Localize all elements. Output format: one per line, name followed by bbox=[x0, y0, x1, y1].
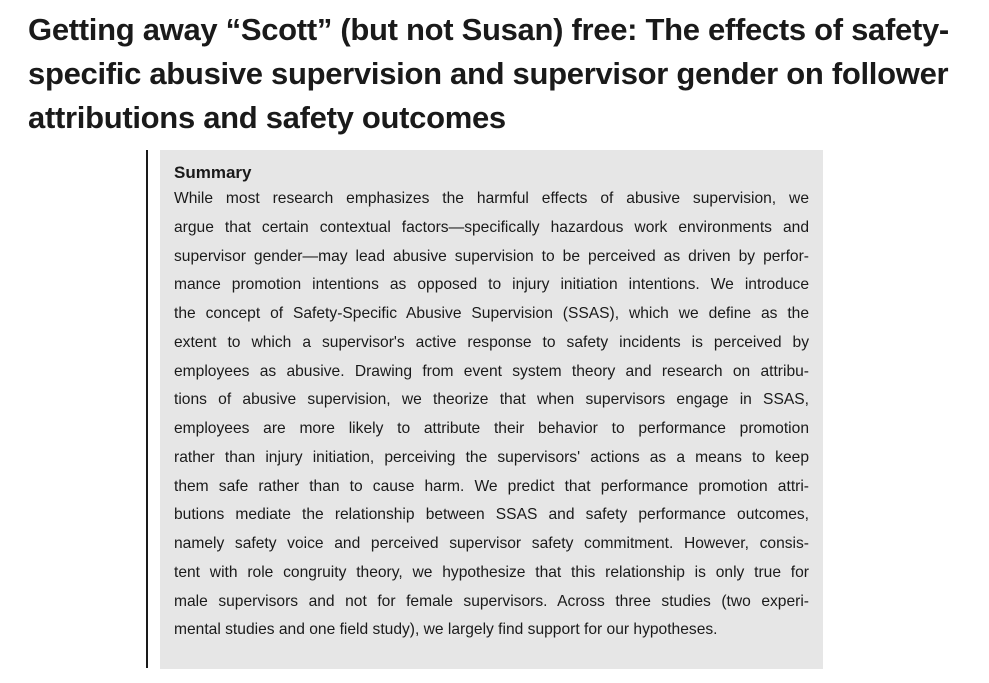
summary-body bbox=[174, 185, 809, 645]
summary-line: employees as abusive. Drawing from event system theory and research on attribu- bbox=[174, 362, 809, 380]
summary-line: extent to which a supervisor's active response to safety incidents is perceived by bbox=[174, 333, 809, 351]
summary-left-rule bbox=[146, 150, 148, 668]
summary-line: tions of abusive supervision, we theorize that when supervisors engage in SSAS, bbox=[174, 391, 809, 409]
summary-line: mental studies and one field study), we largely find support for our hypotheses. bbox=[174, 621, 718, 639]
summary-line: namely safety voice and perceived supervisor safety commitment. However, consis- bbox=[174, 535, 809, 552]
summary-line: argue that certain contextual factors—specifically hazardous work environments and bbox=[174, 218, 809, 236]
summary-line: mance promotion intentions as opposed to injury initiation intentions. We introduce bbox=[174, 276, 809, 294]
summary-line: them safe rather than to cause harm. We predict that performance promotion attri- bbox=[174, 477, 809, 495]
summary-line: butions mediate the relationship between SSAS and safety performance outcomes, bbox=[174, 506, 809, 524]
summary-heading: Summary bbox=[174, 163, 252, 182]
summary-line: the concept of Safety-Specific Abusive Supervision (SSAS), which we define as the bbox=[174, 305, 809, 322]
article-title: Getting away “Scott” (but not Susan) free: The effects of safety-specific abusive supervision and supervisor gender on follower attributions and safety outcomes bbox=[28, 12, 949, 135]
summary-line: male supervisors and not for female supervisors. Across three studies (two experi- bbox=[174, 592, 809, 610]
summary-box bbox=[160, 150, 823, 669]
summary-line: While most research emphasizes the harmful effects of abusive supervision, we bbox=[174, 190, 809, 207]
summary-line: employees are more likely to attribute their behavior to performance promotion bbox=[174, 420, 809, 437]
summary-line: rather than injury initiation, perceiving the supervisors' actions as a means to keep bbox=[174, 448, 809, 466]
summary-line: supervisor gender—may lead abusive supervision to be perceived as driven by perfor- bbox=[174, 247, 809, 265]
summary-line: tent with role congruity theory, we hypothesize that this relationship is only true for bbox=[174, 563, 809, 581]
